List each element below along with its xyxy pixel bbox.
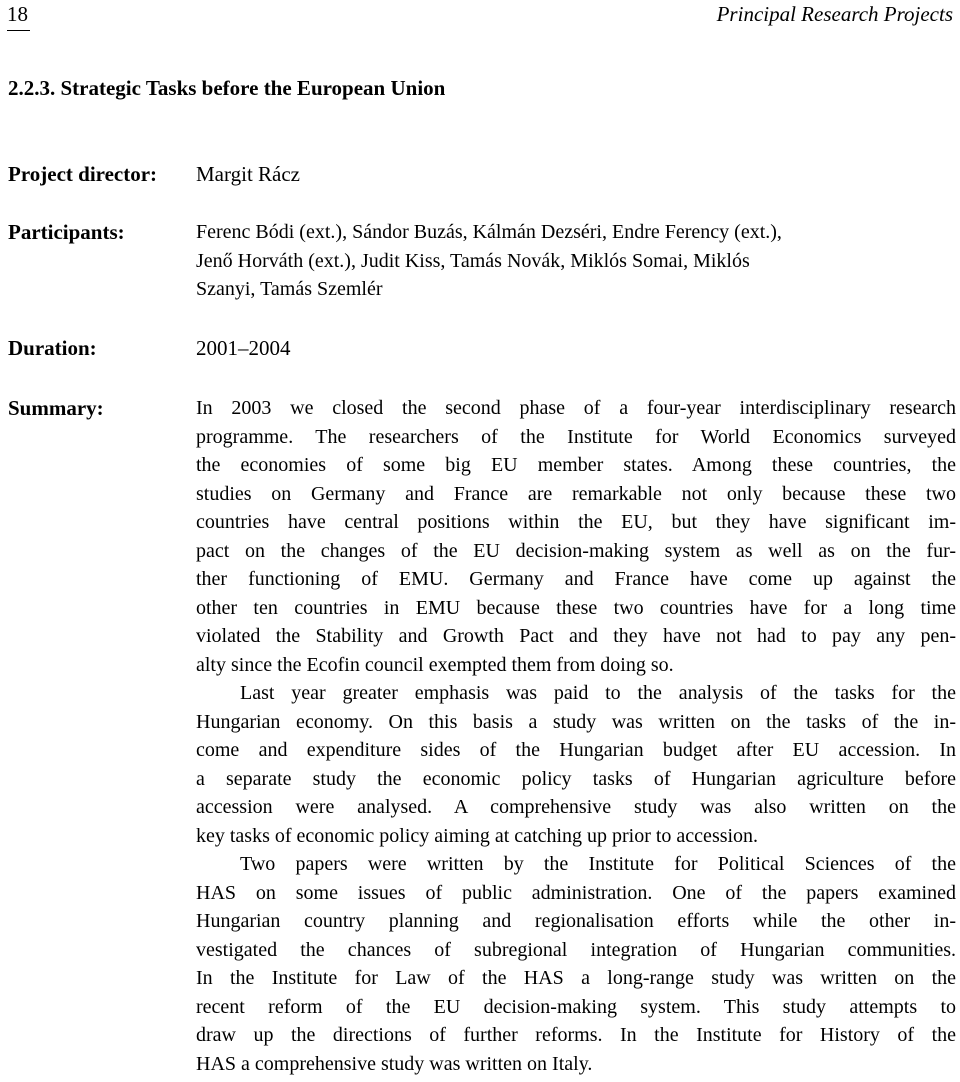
summary-line: vestigated the chances of subregional integration of Hungarian communities. bbox=[196, 938, 956, 961]
director-value: Margit Rácz bbox=[196, 162, 300, 186]
participants-line: Jenő Horváth (ext.), Judit Kiss, Tamás Novák, Miklós Somai, Miklós bbox=[196, 249, 750, 272]
summary-line: recent reform of the EU decision-making system. This study attempts to bbox=[196, 995, 956, 1018]
summary-line: studies on Germany and France are remarkable not only because these two bbox=[196, 482, 956, 505]
participants-line: Ferenc Bódi (ext.), Sándor Buzás, Kálmán Dezséri, Endre Ferency (ext.), bbox=[196, 221, 782, 243]
summary-line: a separate study the economic policy tasks of Hungarian agriculture before bbox=[196, 767, 956, 790]
summary-line: countries have central positions within the EU, but they have significant im- bbox=[196, 511, 956, 533]
duration-value: 2001–2004 bbox=[196, 336, 291, 360]
summary-line: Hungarian country planning and regionalisation efforts while the other in- bbox=[196, 910, 956, 932]
summary-line: key tasks of economic policy aiming at catching up prior to accession. bbox=[196, 824, 759, 847]
page-number: 18 bbox=[7, 2, 28, 26]
summary-line: Hungarian economy. On this basis a study was written on the tasks of the in- bbox=[196, 710, 956, 733]
summary-line: programme. The researchers of the Institute for World Economics surveyed bbox=[196, 425, 956, 448]
summary-line: draw up the directions of further reforms. In the Institute for History of the bbox=[196, 1024, 956, 1046]
participants-label: Participants: bbox=[8, 220, 125, 244]
running-title: Principal Research Projects bbox=[716, 2, 953, 26]
participants-value bbox=[196, 218, 956, 304]
summary-line: pact on the changes of the EU decision-making system as well as on the fur- bbox=[196, 539, 956, 562]
summary-line: the economies of some big EU member states. Among these countries, the bbox=[196, 454, 956, 476]
summary-line: HAS on some issues of public administration. One of the papers examined bbox=[196, 881, 956, 904]
summary-line: Two papers were written by the Institute for Political Sciences of the bbox=[240, 853, 956, 875]
director-label: Project director: bbox=[8, 162, 158, 186]
summary-line: come and expenditure sides of the Hungarian budget after EU accession. In bbox=[196, 739, 956, 761]
summary-line: In the Institute for Law of the HAS a long-range study was written on the bbox=[196, 967, 956, 989]
summary-line: alty since the Ecofin council exempted them from doing so. bbox=[196, 653, 674, 676]
summary-line: Last year greater emphasis was paid to the analysis of the tasks for the bbox=[240, 682, 956, 704]
section-heading: 2.2.3. Strategic Tasks before the European Union bbox=[8, 76, 446, 100]
summary-label: Summary: bbox=[8, 396, 104, 420]
running-header bbox=[7, 0, 953, 30]
summary-line: ther functioning of EMU. Germany and France have come up against the bbox=[196, 568, 956, 590]
summary-line: violated the Stability and Growth Pact and they have not had to pay any pen- bbox=[196, 625, 956, 647]
participants-line: Szanyi, Tamás Szemlér bbox=[196, 278, 383, 300]
summary-line: accession were analysed. A comprehensive study was also written on the bbox=[196, 796, 956, 818]
summary-line: HAS a comprehensive study was written on Italy. bbox=[196, 1052, 593, 1075]
summary-line: In 2003 we closed the second phase of a four-year interdisciplinary research bbox=[196, 397, 956, 419]
summary-line: other ten countries in EMU because these two countries have for a long time bbox=[196, 596, 956, 619]
header-rule bbox=[7, 30, 30, 31]
duration-label: Duration: bbox=[8, 336, 97, 360]
summary-text bbox=[196, 394, 956, 1078]
